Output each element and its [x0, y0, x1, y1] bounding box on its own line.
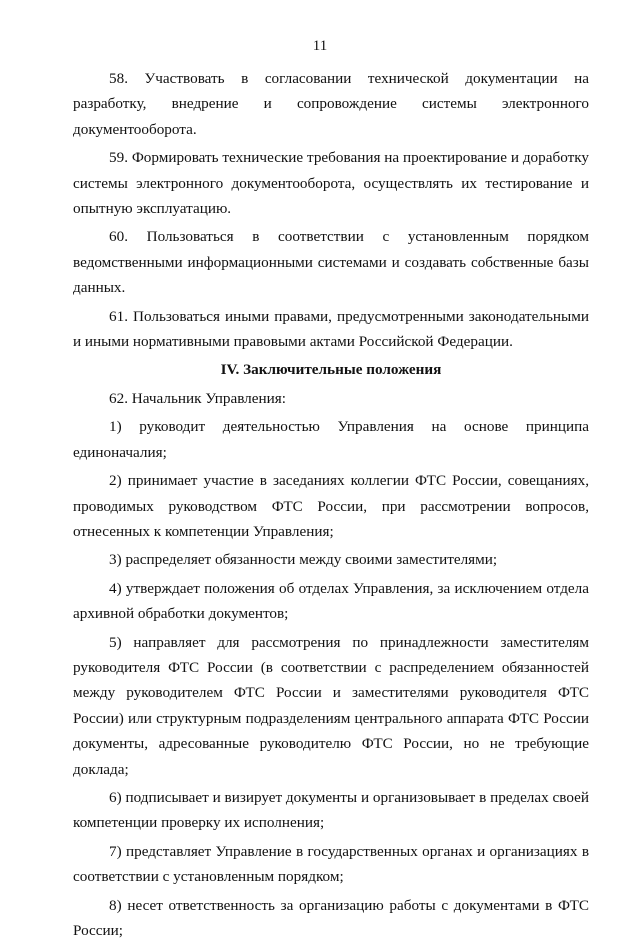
paragraph-58: 58. Участвовать в согласовании технической документации на разработку, внедрение и сопровождение системы электронного документооборота.: [73, 70, 589, 138]
list-item-4: 4) утверждает положения об отделах Управления, за исключением отдела архивной обработки документов;: [73, 579, 589, 623]
page-number: 11: [312, 38, 328, 54]
paragraph-61: 61. Пользоваться иными правами, предусмотренными законодательными и иными нормативными правовыми актами Российской Федерации.: [73, 307, 589, 351]
list-item-2: 2) принимает участие в заседаниях коллегии ФТС России, совещаниях, проводимых руководством ФТС России, при рассмотрении вопросов, отнесенных к компетенции Управления;: [73, 472, 589, 540]
paragraph-60: 60. Пользоваться в соответствии с установленным порядком ведомственными информационными системами и создавать собственные базы данных.: [73, 228, 589, 297]
list-item-6: 6) подписывает и визирует документы и организовывает в пределах своей компетенции проверку их исполнения;: [73, 788, 589, 832]
document-body: [73, 66, 589, 946]
paragraph-62: 62. Начальник Управления:: [109, 389, 286, 407]
list-item-3: 3) распределяет обязанности между своими заместителями;: [109, 551, 498, 569]
list-item-7: 7) представляет Управление в государственных органах и организациях в соответствии с установленным порядком;: [73, 842, 589, 886]
list-item-8: 8) несет ответственность за организацию работы с документами в ФТС России;: [73, 896, 589, 939]
list-item-5: 5) направляет для рассмотрения по принадлежности заместителям руководителя ФТС России (в соответствии с распределением обязанностей между руководителем ФТС России и заместителями руководителя ФТС России) или структурным подразделениям центрального аппарата ФТС России документы, адресованные руководителю ФТС России, но не требующие доклада;: [73, 633, 589, 778]
paragraph-59: 59. Формировать технические требования на проектирование и доработку системы электронного документооборота, осуществлять их тестирование и опытную эксплуатацию.: [73, 149, 589, 218]
section-heading: IV. Заключительные положения: [220, 361, 442, 379]
list-item-1: 1) руководит деятельностью Управления на основе принципа единоначалия;: [73, 418, 589, 461]
